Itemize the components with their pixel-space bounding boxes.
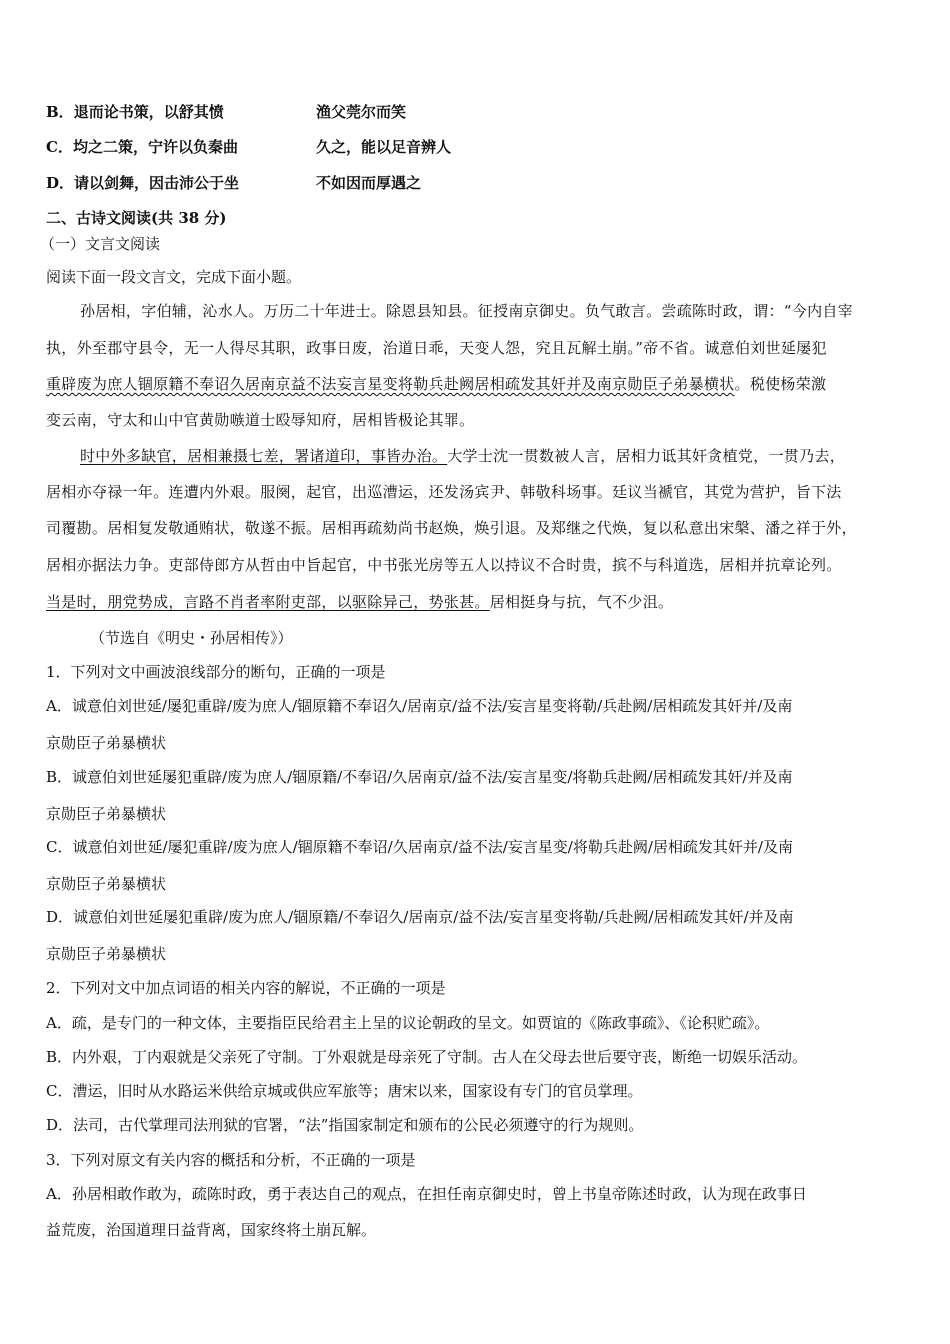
- passage-line: [46, 592, 673, 612]
- question-stem: 1．下列对文中画波浪线部分的断句，正确的一项是: [46, 663, 386, 681]
- option-c-row: [46, 137, 452, 157]
- q2-option-c: C．漕运，旧时从水路运米供给京城或供应军旅等；唐宋以来，国家设有专门的官员掌理。: [46, 1082, 643, 1100]
- passage-line: 居相亦夺禄一年。连遭内外艰。服阕，起官，出巡漕运，还发汤宾尹、韩敬科场事。廷议当褫官，其党为营护，旨下法: [46, 483, 842, 501]
- q1-option-b: B．诚意伯刘世延屡犯重辟/废为庶人/锢原籍/不奉诏/久居南京/益不法/妄言星变/将勒兵赴阙/居相疏发其奸/并及南: [46, 768, 793, 786]
- instruction: 阅读下面一段文言文，完成下面小题。: [46, 268, 302, 286]
- q2-option-d: D．法司，古代掌理司法刑狱的官署，“法”指国家制定和颁布的公民必须遵守的行为规则。: [46, 1116, 644, 1134]
- passage-line: 居相亦据法力争。吏部侍郎方从哲由中旨起官，中书张光房等五人以持议不合时贵，摈不与科道选，居相并抗章论列。: [46, 556, 842, 574]
- underlined-text: 时中外多缺官，居相兼摄七差，署诸道印，事皆办治。: [80, 447, 448, 465]
- option-text-a: 退而论书策，以舒其愤: [73, 103, 224, 121]
- option-text-b: 久之，能以足音辨人: [316, 138, 452, 156]
- q2-option-b: B．内外艰，丁内艰就是父亲死了守制。丁外艰就是母亲死了守制。古人在父母去世后要守丧，断绝一切娱乐活动。: [46, 1048, 808, 1066]
- option-letter: D．: [46, 174, 75, 192]
- underlined-text: 当是时，朋党势成，言路不肖者率附吏部，以驱除异己，势张甚。: [46, 593, 490, 611]
- question-stem: 2．下列对文中加点词语的相关内容的解说，不正确的一项是: [46, 979, 446, 997]
- q1-option-c: C．诚意伯刘世延/屡犯重辟/废为庶人/锢原籍不奉诏/久居南京/益不法/妄言星变/将勒兵赴阙/居相疏发其奸并/及南: [46, 838, 793, 856]
- passage-line: 变云南，守太和山中官黄勋嗾道士殴辱知府，居相皆极论其罪。: [46, 411, 475, 429]
- passage-line: 孙居相，字伯辅，沁水人。万历二十年进士。除恩县知县。征授南京御史。负气敢言。尝疏陈时政，谓：“今内自宰: [80, 302, 853, 320]
- passage-line: 执，外至郡守县令，无一人得尽其职，政事日废，治道日乖，天变人怨，究且瓦解土崩。”帝不省。诚意伯刘世延屡犯: [46, 339, 827, 357]
- q1-option-a: A．诚意伯刘世延/屡犯重辟/废为庶人/锢原籍不奉诏久/居南京/益不法/妄言星变将勒/兵赴阙/居相疏发其奸并/及南: [46, 697, 793, 715]
- question-stem: 3．下列对原文有关内容的概括和分析，不正确的一项是: [46, 1151, 416, 1169]
- q1-option-d: D．诚意伯刘世延屡犯重辟/废为庶人/锢原籍/不奉诏久/居南京/益不法/妄言星变将勒/兵赴阙/居相疏发其奸/并及南: [46, 908, 794, 926]
- q1-option-a-cont: 京勋臣子弟暴横状: [46, 734, 167, 752]
- q3-option-a-cont: 益荒废，治国道理日益背离，国家终将土崩瓦解。: [46, 1221, 377, 1239]
- q2-option-a: A．疏，是专门的一种文体，主要指臣民给君主上呈的议论朝政的呈文。如贾谊的《陈政事疏》、《论积贮疏》。: [46, 1014, 770, 1032]
- q3-option-a: A．孙居相敢作敢为，疏陈时政，勇于表达自己的观点，在担任南京御史时，曾上书皇帝陈述时政，认为现在政事日: [46, 1185, 807, 1203]
- option-letter: C．: [46, 138, 73, 156]
- q1-option-d-cont: 京勋臣子弟暴横状: [46, 945, 167, 963]
- wavy-underlined-text: 重辟废为庶人锢原籍不奉诏久居南京益不法妄言星变将勒兵赴阙居相疏发其奸并及南京勋臣子弟暴横状: [46, 375, 735, 393]
- section-title: 二、古诗文阅读(共 38 分): [46, 209, 227, 227]
- passage-line: [46, 374, 826, 394]
- option-d-row: [46, 173, 422, 193]
- q1-option-c-cont: 京勋臣子弟暴横状: [46, 875, 167, 893]
- passage-line: [80, 446, 845, 466]
- option-text-a: 请以剑舞，因击沛公于坐: [74, 174, 240, 192]
- option-letter: B．: [46, 103, 74, 121]
- passage-text: 居相挺身与抗，气不少沮。: [489, 593, 674, 611]
- subsection-title: （一）文言文阅读: [40, 235, 161, 253]
- option-b-row: [46, 102, 407, 122]
- passage-line: 司覆勘。居相复发敬通贿状，敬遂不振。居相再疏劾尚书赵焕，焕引退。及郑继之代焕，复以私意出宋槃、潘之祥于外，: [46, 519, 857, 537]
- option-text-b: 不如因而厚遇之: [316, 174, 422, 192]
- passage-text: 大学士沈一贯数被人言，居相力诋其奸贪植党，一贯乃去，: [447, 447, 846, 465]
- passage-source: （节选自《明史・孙居相传》）: [90, 629, 293, 647]
- q1-option-b-cont: 京勋臣子弟暴横状: [46, 805, 167, 823]
- passage-text: 。税使杨荣激: [734, 375, 827, 393]
- option-text-a: 均之二策，宁许以负秦曲: [72, 138, 238, 156]
- option-text-b: 渔父莞尔而笑: [316, 103, 407, 121]
